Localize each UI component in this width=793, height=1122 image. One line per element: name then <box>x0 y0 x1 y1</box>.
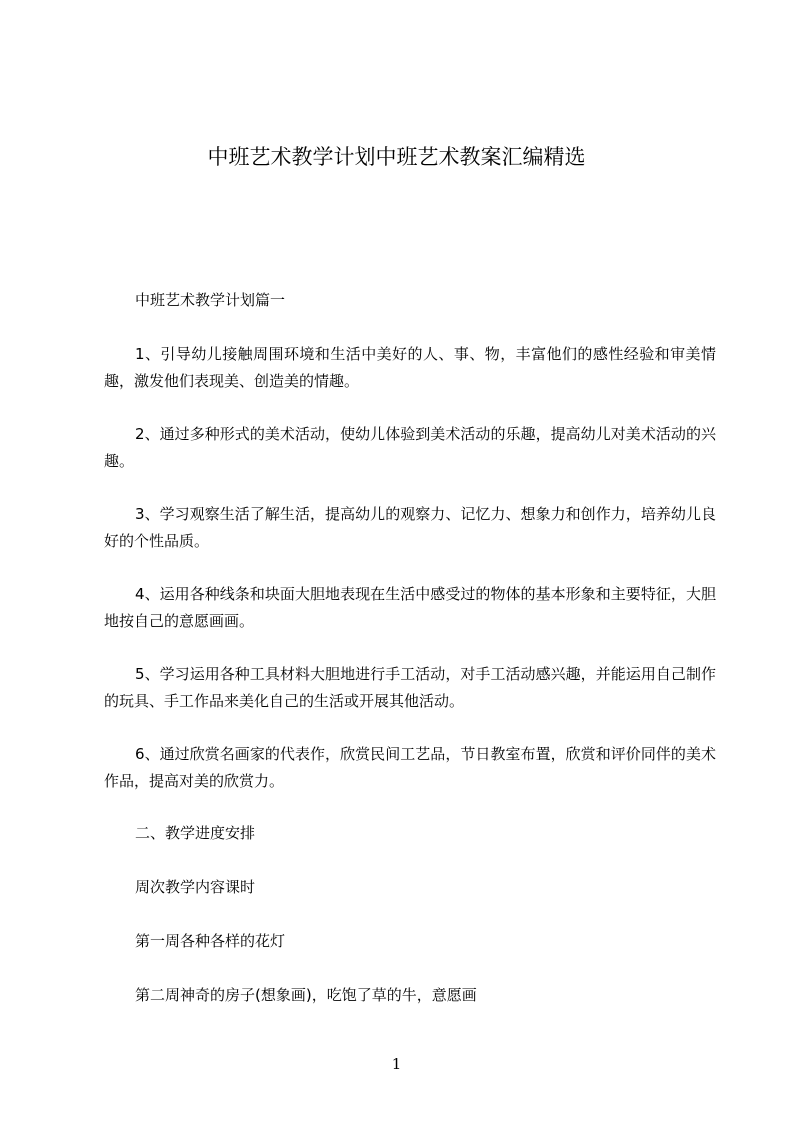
objective-paragraph-6: 6、通过欣赏名画家的代表作，欣赏民间工艺品，节日教室布置，欣赏和评价同伴的美术作品，提高对美的欣赏力。 <box>104 745 716 790</box>
objective-paragraph-2: 2、通过多种形式的美术活动，使幼儿体验到美术活动的乐趣，提高幼儿对美术活动的兴趣。 <box>104 425 716 470</box>
section-heading: 中班艺术教学计划篇一 <box>135 291 286 309</box>
objective-paragraph-4: 4、运用各种线条和块面大胆地表现在生活中感受过的物体的基本形象和主要特征，大胆地按自己的意愿画画。 <box>104 585 716 630</box>
schedule-row-week-2: 第二周神奇的房子(想象画)，吃饱了草的牛，意愿画 <box>135 986 477 1004</box>
objective-paragraph-5: 5、学习运用各种工具材料大胆地进行手工活动，对手工活动感兴趣，并能运用自己制作的玩具、手工作品来美化自己的生活或开展其他活动。 <box>104 665 716 710</box>
schedule-heading: 二、教学进度安排 <box>135 824 256 842</box>
objective-paragraph-3: 3、学习观察生活了解生活，提高幼儿的观察力、记忆力、想象力和创作力，培养幼儿良好的个性品质。 <box>104 505 716 550</box>
objective-paragraph-1: 1、引导幼儿接触周围环境和生活中美好的人、事、物，丰富他们的感性经验和审美情趣，激发他们表现美、创造美的情趣。 <box>104 345 716 390</box>
document-title: 中班艺术教学计划中班艺术教案汇编精选 <box>207 145 586 169</box>
schedule-table-header: 周次教学内容课时 <box>135 878 256 896</box>
page-number: 1 <box>391 1055 402 1073</box>
schedule-row-week-1: 第一周各种各样的花灯 <box>135 932 286 950</box>
